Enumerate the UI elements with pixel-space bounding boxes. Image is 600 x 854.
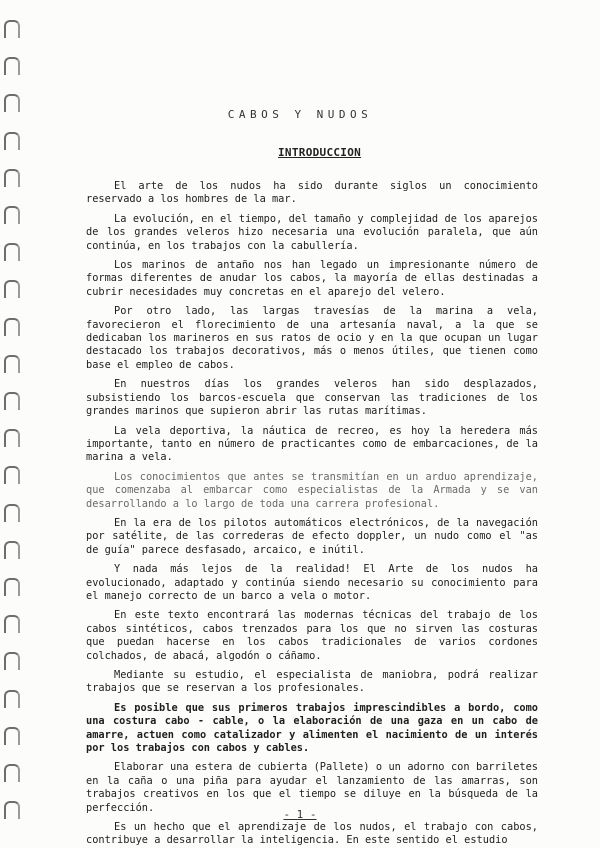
binder-holes (4, 20, 20, 840)
paragraph: Es posible que sus primeros trabajos imprescindibles a bordo, como una costura cabo - cable, o la elaboración de una gaza en un cabo de amarre, actuen como catalizador y alimenten el nacimiento de un interés por los trabajos con cabos y cables. (86, 701, 538, 755)
paragraph: En este texto encontrará las modernas técnicas del trabajo de los cabos sintéticos, cabos trenzados para los que no sirven las costuras que puedan hacerse en los cabos tradicionales de varios cordones colchados, de abacá, algodón o cáñamo. (86, 609, 538, 662)
paragraph: El arte de los nudos ha sido durante siglos un conocimiento reservado a los hombres de la mar. (86, 180, 538, 206)
binder-hole (4, 690, 20, 708)
binder-hole (4, 466, 20, 484)
binder-hole (4, 429, 20, 447)
paragraph: Mediante su estudio, el especialista de maniobra, podrá realizar trabajos que se reservan a los profesionales. (86, 669, 538, 695)
binder-hole (4, 392, 20, 410)
paragraph: Elaborar una estera de cubierta (Pallete) o un adorno con barriletes en la caña o una piña para ayudar el lanzamiento de las amarras, son trabajos creativos en los que el tiempo se diluye en la búsqueda de la perfección. (86, 761, 538, 814)
binder-hole (4, 206, 20, 224)
page-number: - 1 - (283, 808, 317, 821)
binder-hole (4, 727, 20, 745)
paragraph: La vela deportiva, la náutica de recreo, es hoy la heredera más importante, tanto en número de practicantes como de embarcaciones, de la marina a vela. (86, 424, 538, 464)
binder-hole (4, 280, 20, 298)
binder-hole (4, 764, 20, 782)
section-heading: INTRODUCCION (278, 146, 362, 159)
paragraph: En la era de los pilotos automáticos electrónicos, de la navegación por satélite, de las correderas de efecto doppler, un nudo como el "as de guía" parece desfasado, arcaico, e inútil. (86, 516, 538, 556)
binder-hole (4, 652, 20, 670)
binder-hole (4, 355, 20, 373)
binder-hole (4, 318, 20, 336)
binder-hole (4, 541, 20, 559)
paragraph: Los conocimientos que antes se transmitían en un arduo aprendizaje, que comenzaba al embarcar como especialistas de la Armada y se van desarrollando a lo largo de toda una carrera profesional. (86, 470, 538, 510)
binder-hole (4, 504, 20, 522)
paragraph: En nuestros días los grandes veleros han sido desplazados, subsistiendo los barcos-escuela que conservan las tradiciones de los grandes marinos que supieron abrir las rutas marítimas. (86, 378, 538, 418)
binder-hole (4, 243, 20, 261)
binder-hole (4, 20, 20, 38)
paragraph: Es un hecho que el aprendizaje de los nudos, el trabajo con cabos, contribuye a desarrollar la inteligencia. En este sentido el estudio (86, 821, 538, 847)
paragraph: Los marinos de antaño nos han legado un impresionante número de formas diferentes de anudar los cabos, la mayoría de ellas destinadas a cubrir necesidades muy concretas en el aparejo del velero. (86, 259, 538, 298)
binder-hole (4, 615, 20, 633)
binder-hole (4, 169, 20, 187)
page-footer (0, 808, 600, 821)
binder-hole (4, 132, 20, 150)
paragraph: Por otro lado, las largas travesías de la marina a vela, favorecieron el florecimiento de una artesanía naval, a la que se dedicaban los marineros en sus ratos de ocio y en la que ocupan un lugar destacado los trabajos decorativos, más o menos útiles, que tienen como base el empleo de cabos. (86, 305, 538, 371)
paragraph: La evolución, en el tiempo, del tamaño y complejidad de los aparejos de los grandes veleros hizo necesaria una evolución paralela, que aún continúa, en los trabajos con la cabullería. (86, 212, 538, 252)
binder-hole (4, 57, 20, 75)
paragraph: Y nada más lejos de la realidad! El Arte de los nudos ha evolucionado, adaptado y continúa siendo necesario su conocimiento para el manejo correcto de un barco a vela o motor. (86, 563, 538, 602)
binder-hole (4, 578, 20, 596)
document-body (86, 180, 538, 854)
document-title: CABOS Y NUDOS (227, 108, 373, 121)
